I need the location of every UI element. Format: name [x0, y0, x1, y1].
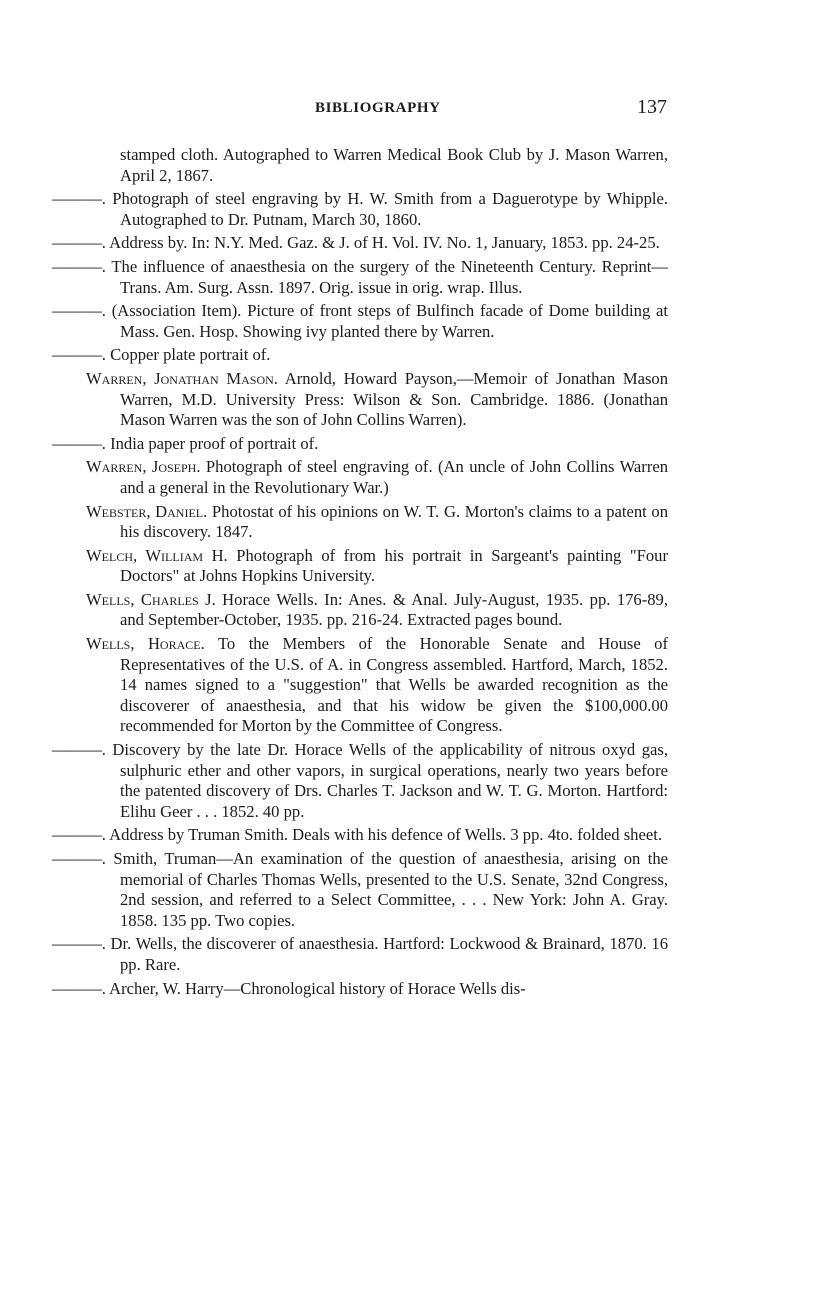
bibliography-entry: Webster, Daniel. Photostat of his opinions on W. T. G. Morton's claims to a patent on his discovery. 1847. [86, 501, 668, 542]
page-number: 137 [637, 96, 667, 118]
page-header [112, 98, 667, 124]
bibliography-entry: ———. Archer, W. Harry—Chronological history of Horace Wells dis- [52, 978, 526, 998]
bibliography-entry: ———. Address by. In: N.Y. Med. Gaz. & J. of H. Vol. IV. No. 1, January, 1853. pp. 24-25. [52, 233, 660, 253]
bibliography-entry: ———. (Association Item). Picture of front steps of Bulfinch facade of Dome building at Mass. Gen. Hosp. Showing ivy planted there by Warren. [52, 301, 668, 341]
bibliography-entry: Warren, Joseph. Photograph of steel engraving of. (An uncle of John Collins Warren and a general in the Revolutionary War.) [86, 457, 669, 497]
bibliography-entry: ———. Smith, Truman—An examination of the question of anaesthesia, arising on the memorial of Charles Thomas Wells, presented to the U.S. Senate, 32nd Congress, 2nd session, and referred to a Select Committee, . . . New York: John A. Gray. 1858. 135 pp. Two copies. [52, 849, 668, 930]
bibliography-entry: ———. Dr. Wells, the discoverer of anaesthesia. Hartford: Lockwood & Brainard, 1870. 16 pp. Rare. [52, 934, 668, 974]
running-head: BIBLIOGRAPHY [315, 100, 441, 116]
entry-author: Warren, Jonathan Mason. [86, 368, 278, 388]
bibliography-entry: ———. Photograph of steel engraving by H. W. Smith from a Daguerotype by Whipple. Autographed to Dr. Putnam, March 30, 1860. [52, 189, 668, 229]
bibliography-entry: ———. India paper proof of portrait of. [52, 433, 319, 453]
bibliography-entry: Welch, William H. Photograph of from his portrait in Sargeant's painting "Four Doctors" at Johns Hopkins University. [86, 545, 669, 586]
bibliography-entry: Wells, Horace. To the Members of the Honorable Senate and House of Representatives of the U.S. of A. in Congress assembled. Hartford, March, 1852. 14 names signed to a "suggestion" that Wells be awarded recognition as the discoverer of anaesthesia, and that his widow be given the $100,000.00 recommended for Morton by the Committee of Congress. [86, 634, 668, 736]
bibliography-entry: ———. Address by Truman Smith. Deals with his defence of Wells. 3 pp. 4to. folded sheet. [52, 825, 662, 845]
bibliography-entry: stamped cloth. Autographed to Warren Medical Book Club by J. Mason Warren, April 2, 1867. [120, 145, 668, 185]
bibliography-list [52, 145, 669, 1002]
bibliography-entry: Wells, Charles J. Horace Wells. In: Anes. & Anal. July-August, 1935. pp. 176-89, and September-October, 1935. pp. 216-24. Extracted pages bound. [86, 589, 668, 630]
bibliography-entry: ———. Copper plate portrait of. [52, 345, 271, 365]
entry-author: Warren, Joseph. [86, 457, 201, 477]
entry-author: Wells, Horace. [86, 634, 205, 654]
entry-author: Webster, Daniel. [86, 501, 208, 521]
entry-author: Wells, Charles J. [86, 589, 216, 609]
bibliography-entry: Warren, Jonathan Mason. Arnold, Howard Payson,—Memoir of Jonathan Mason Warren, M.D. University Press: Wilson & Son. Cambridge. 1886. (Jonathan Mason Warren was the son of John Collins Warren). [86, 368, 668, 430]
bibliography-entry: ———. Discovery by the late Dr. Horace Wells of the applicability of nitrous oxyd gas, sulphuric ether and other vapors, in surgical operations, nearly two years before the patented discovery of Drs. Charles T. Jackson and W. T. G. Morton. Hartford: Elihu Geer . . . 1852. 40 pp. [52, 740, 668, 821]
bibliography-entry: ———. The influence of anaesthesia on the surgery of the Nineteenth Century. Reprint—Trans. Am. Surg. Assn. 1897. Orig. issue in orig. wrap. Illus. [52, 256, 668, 297]
entry-author: Welch, William H. [86, 545, 228, 565]
